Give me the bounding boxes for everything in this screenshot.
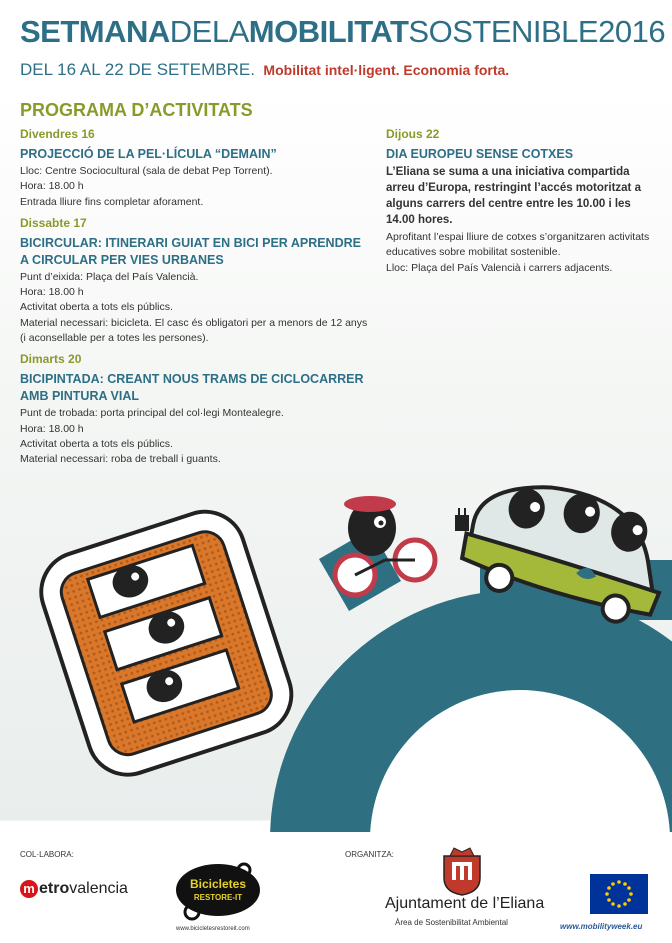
event-block: [20, 216, 370, 346]
event-block: [20, 352, 370, 467]
event-detail: Entrada lliure fins completar aforament.: [20, 195, 204, 208]
metrovalencia-logo: m etrovalencia: [20, 880, 128, 898]
bici-url: www.bicicletesrestoreit.com: [176, 926, 250, 932]
event-lead: L’Eliana se suma a una iniciativa compartida arreu d’Europa, restringint l’accés motoritzat a alguns carrers del centre entre les 10.00 i les 14.00 hores.: [386, 166, 641, 226]
event-detail: Material necessari: roba de treball i guants.: [20, 453, 221, 466]
event-detail: Activitat oberta a tots els públics.: [20, 437, 173, 450]
event-day: Dimarts 20: [20, 352, 82, 367]
event-detail: Hora: 18.00 h: [20, 286, 84, 299]
mobilityweek-url: www.mobilityweek.eu: [560, 922, 643, 931]
poster-subtitle: [20, 60, 509, 80]
ajuntament-subtitle: Àrea de Sostenibilitat Ambiental: [395, 918, 508, 927]
event-detail: Activitat oberta a tots els públics.: [20, 301, 173, 314]
program-left-column: [20, 127, 370, 474]
svg-text:RESTORE-IT: RESTORE-IT: [193, 893, 243, 902]
svg-text:Bicicletes: Bicicletes: [189, 877, 247, 891]
ajuntament-crest-icon: [440, 846, 484, 896]
event-detail: Hora: 18.00 h: [20, 422, 84, 435]
eu-flag-icon: [590, 874, 648, 914]
event-dates: DEL 16 AL 22 DE SETEMBRE.: [20, 60, 255, 79]
event-day: Divendres 16: [20, 127, 95, 141]
program-right-column: [386, 127, 652, 276]
event-detail: Aprofitant l’espai lliure de cotxes s’organitzaren activitats educatives sobre mobilitat sostenible.: [386, 231, 650, 259]
event-title: BICIPINTADA: CREANT NOUS TRAMS DE CICLOCARRER AMB PINTURA VIAL: [20, 372, 364, 404]
event-detail: Lloc: Plaça del País Valencià i carrers adjacents.: [386, 261, 613, 274]
program-title: PROGRAMA D’ACTIVITATS: [20, 100, 253, 120]
poster-title: SETMANADELAMOBILITATSOSTENIBLE2016: [20, 14, 666, 49]
mobility-illustration: [0, 480, 672, 832]
slogan: Mobilitat intel·ligent. Economia forta.: [263, 62, 510, 78]
event-block: [20, 127, 370, 210]
event-day: Dissabte 17: [20, 215, 87, 230]
event-detail: Punt de trobada: porta principal del col·legi Montealegre.: [20, 407, 284, 420]
event-detail: Punt d’eixida: Plaça del País Valencià.: [20, 270, 199, 283]
ajuntament-name: Ajuntament de l’Eliana: [385, 895, 545, 912]
collabora-label: COL·LABORA:: [20, 850, 74, 859]
plug-icon: [455, 508, 469, 531]
event-day: Dijous 22: [386, 127, 440, 141]
bus-graphic: [31, 501, 302, 785]
organitza-label: ORGANITZA:: [345, 850, 394, 859]
bicicletes-restoreit-logo: [172, 856, 264, 924]
event-title: DIA EUROPEU SENSE COTXES: [386, 147, 574, 161]
event-title: PROJECCIÓ DE LA PEL·LÍCULA “DEMAIN”: [20, 147, 277, 161]
event-detail: Material necessari: bicicleta. El casc és obligatori per a menors de 12 anys (i aconsellable per a totes les persones).: [20, 316, 368, 345]
event-detail: Hora: 18.00 h: [20, 180, 84, 193]
event-title: BICIRCULAR: ITINERARI GUIAT EN BICI PER APRENDRE A CIRCULAR PER VIES URBANES: [20, 235, 361, 267]
event-detail: Lloc: Centre Sociocultural (sala de debat Pep Torrent).: [20, 165, 273, 177]
